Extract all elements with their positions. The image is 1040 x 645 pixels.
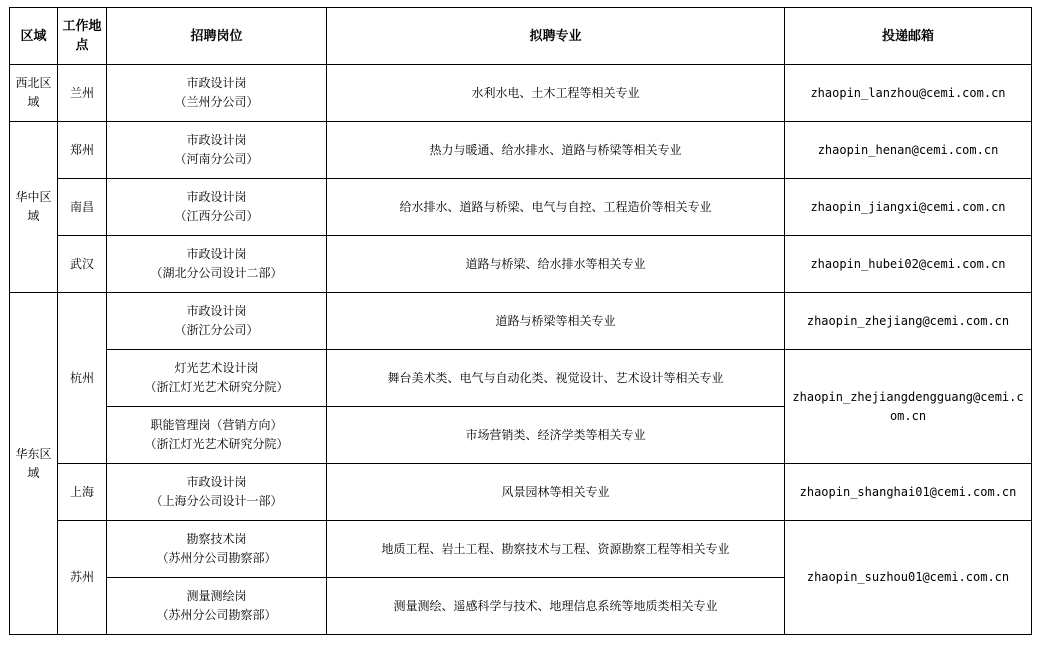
email-cell[interactable]: zhaopin_zhejiang@cemi.com.cn [785, 293, 1032, 350]
position-title: 灯光艺术设计岗 [174, 361, 259, 375]
position-cell [107, 179, 327, 236]
position-cell [107, 122, 327, 179]
major-cell: 风景园林等相关专业 [327, 464, 785, 521]
email-cell[interactable]: zhaopin_zhejiangdengguang@cemi.com.cn [785, 350, 1032, 464]
table-row [10, 464, 1032, 521]
region-cell: 华东区域 [10, 293, 58, 635]
city-cell: 武汉 [58, 236, 107, 293]
email-cell[interactable]: zhaopin_suzhou01@cemi.com.cn [785, 521, 1032, 635]
header-major: 拟聘专业 [327, 8, 785, 65]
position-dept: （湖北分公司设计二部） [150, 266, 283, 280]
position-dept: （浙江分公司） [174, 323, 259, 337]
position-title: 市政设计岗 [186, 304, 247, 318]
position-title: 职能管理岗（营销方向） [150, 418, 283, 432]
city-cell: 上海 [58, 464, 107, 521]
position-dept: （河南分公司） [174, 152, 259, 166]
city-cell: 郑州 [58, 122, 107, 179]
table-row [10, 179, 1032, 236]
position-cell [107, 236, 327, 293]
position-title: 市政设计岗 [186, 247, 247, 261]
region-cell: 西北区域 [10, 65, 58, 122]
position-dept: （苏州分公司勘察部） [156, 608, 277, 622]
city-cell: 苏州 [58, 521, 107, 635]
position-dept: （浙江灯光艺术研究分院） [144, 437, 289, 451]
major-cell: 水利水电、土木工程等相关专业 [327, 65, 785, 122]
table-row [10, 350, 1032, 407]
city-cell: 杭州 [58, 293, 107, 464]
position-cell [107, 521, 327, 578]
position-dept: （苏州分公司勘察部） [156, 551, 277, 565]
position-title: 市政设计岗 [186, 76, 247, 90]
major-cell: 地质工程、岩土工程、勘察技术与工程、资源勘察工程等相关专业 [327, 521, 785, 578]
major-cell: 道路与桥梁、给水排水等相关专业 [327, 236, 785, 293]
header-row [10, 8, 1032, 65]
email-cell[interactable]: zhaopin_lanzhou@cemi.com.cn [785, 65, 1032, 122]
position-title: 市政设计岗 [186, 133, 247, 147]
email-cell[interactable]: zhaopin_shanghai01@cemi.com.cn [785, 464, 1032, 521]
major-cell: 舞台美术类、电气与自动化类、视觉设计、艺术设计等相关专业 [327, 350, 785, 407]
position-cell [107, 578, 327, 635]
table-row [10, 65, 1032, 122]
email-cell[interactable]: zhaopin_jiangxi@cemi.com.cn [785, 179, 1032, 236]
position-dept: （浙江灯光艺术研究分院） [144, 380, 289, 394]
recruitment-table [9, 7, 1032, 635]
city-cell: 兰州 [58, 65, 107, 122]
position-title: 市政设计岗 [186, 475, 247, 489]
table-row [10, 521, 1032, 578]
city-cell: 南昌 [58, 179, 107, 236]
email-cell[interactable]: zhaopin_henan@cemi.com.cn [785, 122, 1032, 179]
position-cell [107, 65, 327, 122]
position-dept: （上海分公司设计一部） [150, 494, 283, 508]
position-cell [107, 293, 327, 350]
email-cell[interactable]: zhaopin_hubei02@cemi.com.cn [785, 236, 1032, 293]
header-region: 区域 [10, 8, 58, 65]
major-cell: 热力与暖通、给水排水、道路与桥梁等相关专业 [327, 122, 785, 179]
major-cell: 市场营销类、经济学类等相关专业 [327, 407, 785, 464]
position-title: 勘察技术岗 [186, 532, 247, 546]
major-cell: 道路与桥梁等相关专业 [327, 293, 785, 350]
table-row [10, 293, 1032, 350]
position-dept: （兰州分公司） [174, 95, 259, 109]
region-cell: 华中区域 [10, 122, 58, 293]
major-cell: 给水排水、道路与桥梁、电气与自控、工程造价等相关专业 [327, 179, 785, 236]
position-cell [107, 407, 327, 464]
position-dept: （江西分公司） [174, 209, 259, 223]
header-city: 工作地点 [58, 8, 107, 65]
position-cell [107, 350, 327, 407]
position-cell [107, 464, 327, 521]
table-row [10, 122, 1032, 179]
header-email: 投递邮箱 [785, 8, 1032, 65]
table-row [10, 236, 1032, 293]
major-cell: 测量测绘、遥感科学与技术、地理信息系统等地质类相关专业 [327, 578, 785, 635]
position-title: 测量测绘岗 [186, 589, 247, 603]
position-title: 市政设计岗 [186, 190, 247, 204]
header-position: 招聘岗位 [107, 8, 327, 65]
